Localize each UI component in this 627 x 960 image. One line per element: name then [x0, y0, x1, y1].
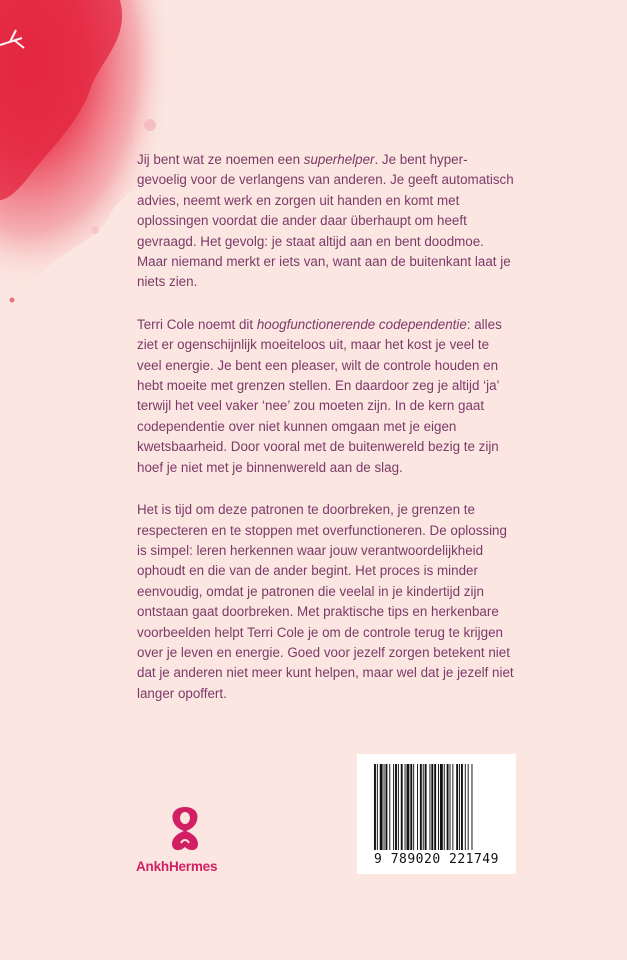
blurb-text: : alles ziet er ogenschijnlijk moeiteloos uit, maar het kost je veel te veel energie. Je bent een pleaser, wilt de controle houden en hebt moeite met grenzen stellen. En daardoor zeg je altijd ‘ja’ terwijl het veel vaker ‘nee’ zou moeten zijn. In de kern gaat codependentie over niet kunnen omgaan met je eigen kwetsbaarheid. Door vooral met de buitenwereld bezig te zijn hoef je niet met je binnenwereld aan de slag. [137, 316, 502, 475]
back-cover-blurb [137, 150, 517, 726]
barcode-bar [377, 764, 378, 850]
ankh-logo-icon [164, 803, 206, 853]
blurb-text: Terri Cole noemt dit [137, 316, 257, 332]
blurb-paragraph-1 [137, 150, 517, 293]
barcode-bar [417, 764, 418, 850]
barcode-bar [374, 764, 376, 850]
barcode-bar [407, 764, 410, 850]
barcode-bar [425, 764, 427, 850]
barcode-bar [438, 764, 439, 850]
barcode-bar [393, 764, 394, 850]
barcode-bar [440, 764, 443, 850]
publisher-logo [130, 803, 240, 881]
barcode-bar [410, 764, 412, 850]
barcode-bar [385, 764, 387, 850]
barcode-bar [413, 764, 414, 850]
barcode-bar [420, 764, 422, 850]
barcode-bar [452, 764, 453, 850]
barcode-bar [423, 764, 424, 850]
blurb-paragraph-3 [137, 500, 517, 704]
barcode-bar [461, 764, 463, 850]
barcode-bar [472, 764, 473, 850]
barcode-bar [395, 764, 397, 850]
barcode-bar [468, 764, 469, 850]
barcode-bars [373, 764, 503, 850]
blurb-text: Het is tijd om deze patronen te doorbreken, je grenzen te respecteren en te stoppen met overfunctioneren. De oplossing is simpel: leren herkennen waar jouw verantwoordelijkheid ophoudt en die van de ander begint. Het proces is minder eenvoudig, omdat je patronen die veelal in je kindertijd zijn ontstaan gaat doorbreken. Met praktische tips en herkenbare voorbeelden helpt Terri Cole je om de controle terug te krijgen over je leven en energie. Goed voor jezelf zorgen betekent niet dat je anderen niet meer kunt helpen, maar wel dat je jezelf niet langer opoffert. [137, 502, 514, 701]
barcode-bar [459, 764, 460, 850]
barcode-bar [389, 764, 390, 850]
blurb-emphasis: superhelper [303, 152, 375, 167]
blurb-paragraph-2 [137, 315, 517, 478]
isbn-number: 9 789020 221749 [374, 852, 499, 867]
isbn-barcode [357, 754, 516, 874]
barcode-bar [465, 764, 466, 850]
publisher-name: AnkhHermes [136, 859, 218, 874]
barcode-bar [431, 764, 433, 850]
barcode-bar [405, 764, 406, 850]
barcode-bar [401, 764, 403, 850]
barcode-bar [434, 764, 436, 850]
barcode-bar [429, 764, 430, 850]
barcode-bar [447, 764, 449, 850]
barcode-bar [380, 764, 383, 850]
barcode-bar [450, 764, 451, 850]
barcode-bar [456, 764, 458, 850]
barcode-bar [384, 764, 385, 850]
barcode-bar [444, 764, 445, 850]
blurb-emphasis: hoogfunctionerende codependentie [256, 316, 467, 332]
blurb-text: Jij bent wat ze noemen een [137, 152, 304, 167]
blurb-text: . Je bent hyper-gevoelig voor de verlangens van anderen. Je geeft automatisch advies, neemt werk en zorgen uit handen en komt met oplossingen voordat die ander daar überhaupt om heeft gevraagd. Het gevolg: je staat altijd aan en bent doodmoe. Maar niemand merkt er iets van, want aan de buitenkant laat je niets zien. [137, 152, 514, 290]
barcode-bar [398, 764, 399, 850]
